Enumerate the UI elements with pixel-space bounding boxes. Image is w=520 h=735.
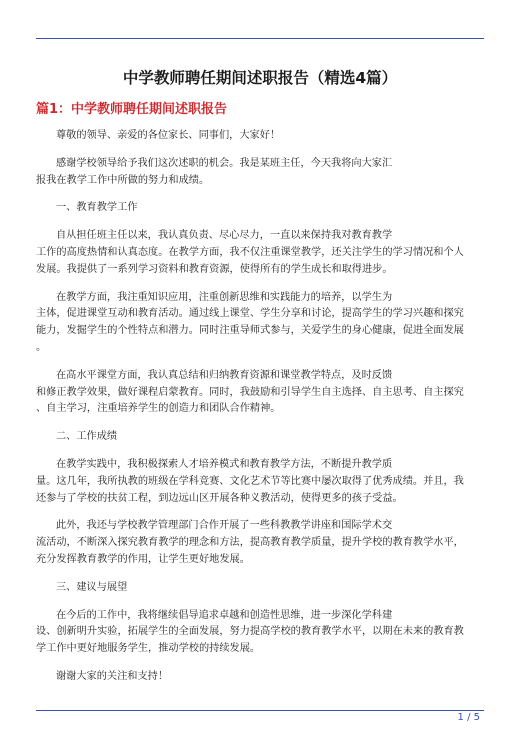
paragraph-line: 。 — [36, 341, 47, 353]
body-paragraph — [36, 128, 484, 145]
section-heading: 二、工作成绩 — [56, 431, 118, 443]
document-body — [36, 128, 484, 697]
paragraph-line: 还参与了学校的扶贫工程，到边远山区开展各种义教活动，使得更多的孩子受益。 — [36, 492, 403, 504]
paragraph-line: 量。这几年，我所执教的班级在学科竞赛、文化艺术节等比赛中屡次取得了优秀成绩。并且，我 — [36, 475, 464, 487]
paragraph-line: 感谢学校领导给予我们这次述职的机会。我是某班主任，今天我将向大家汇 — [56, 157, 393, 169]
paragraph-line: 充分发挥教育教学的作用，让学生更好地发展。 — [36, 553, 250, 565]
paragraph-line: 学工作中更好地服务学生，推动学校的持续发展。 — [36, 643, 261, 655]
header-rule — [36, 38, 484, 39]
document-title: 中学教师聘任期间述职报告（精选4篇） — [122, 69, 398, 87]
paragraph-line: 流活动，不断深入探究教育教学的理念和方法，提高教育教学质量，提升学校的教育教学水平， — [36, 537, 464, 549]
paragraph-line: 自从担任班主任以来，我认真负责、尽心尽力，一直以来保持我对教育教学 — [56, 230, 393, 242]
body-paragraph — [36, 368, 484, 418]
body-paragraph — [36, 290, 484, 357]
body-paragraph — [36, 156, 484, 190]
section-heading: 一、教育教学工作 — [56, 202, 138, 214]
body-paragraph — [36, 228, 484, 278]
body-paragraph — [36, 457, 484, 507]
paragraph-line: 在教学实践中，我积极探索人才培养模式和教育教学方法，不断提升教学质 — [56, 458, 393, 470]
paragraph-line: 此外，我还与学校教学管理部门合作开展了一些科教教学讲座和国际学术交 — [56, 520, 393, 532]
paragraph-line: 谢谢大家的关注和支持！ — [56, 670, 169, 682]
paragraph-line: 在高水平课堂方面，我认真总结和归纳教育资源和课堂教学特点，及时反馈 — [56, 369, 393, 381]
paragraph-line: 工作的高度热情和认真态度。在教学方面，我不仅注重课堂教学，还关注学生的学习情况和个人 — [36, 246, 464, 258]
paragraph-line: 在教学方面，我注重知识应用，注重创新思维和实践能力的培养，以学生为 — [56, 291, 393, 303]
body-paragraph — [36, 669, 484, 686]
body-paragraph — [36, 608, 484, 658]
page-number: 1 / 5 — [457, 712, 480, 723]
paragraph-line: 主体，促进课堂互动和教育活动。通过线上课堂、学生分享和讨论，提高学生的学习兴趣和探究 — [36, 308, 464, 320]
paragraph-line: 能力，发掘学生的个性特点和潜力。同时注重导师式参与，关爱学生的身心健康，促进全面发展 — [36, 325, 464, 337]
paragraph-line: 、自主学习，注重培养学生的创造力和团队合作精神。 — [36, 403, 281, 415]
paragraph-line: 在今后的工作中，我将继续倡导追求卓越和创造性思维，进一步深化学科建 — [56, 609, 393, 621]
paragraph-line: 报我在教学工作中所做的努力和成绩。 — [36, 174, 210, 186]
section-title: 篇1：中学教师聘任期间述职报告 — [36, 102, 228, 117]
paragraph-line: 和修正教学效果，做好课程启蒙教育。同时，我鼓励和引导学生自主选择、自主思考、自主探究 — [36, 386, 464, 398]
section-heading: 三、建议与展望 — [56, 581, 128, 593]
paragraph-line: 尊敬的领导、亲爱的各位家长、同事们，大家好！ — [56, 130, 281, 141]
footer-rule — [36, 710, 484, 711]
paragraph-line: 发展。我提供了一系列学习资料和教育资源，使得所有的学生成长和取得进步。 — [36, 263, 393, 275]
paragraph-line: 设、创新明升实验，拓展学生的全面发展，努力提高学校的教育教学水平，以期在未来的教育教 — [36, 626, 464, 638]
body-paragraph — [36, 518, 484, 568]
